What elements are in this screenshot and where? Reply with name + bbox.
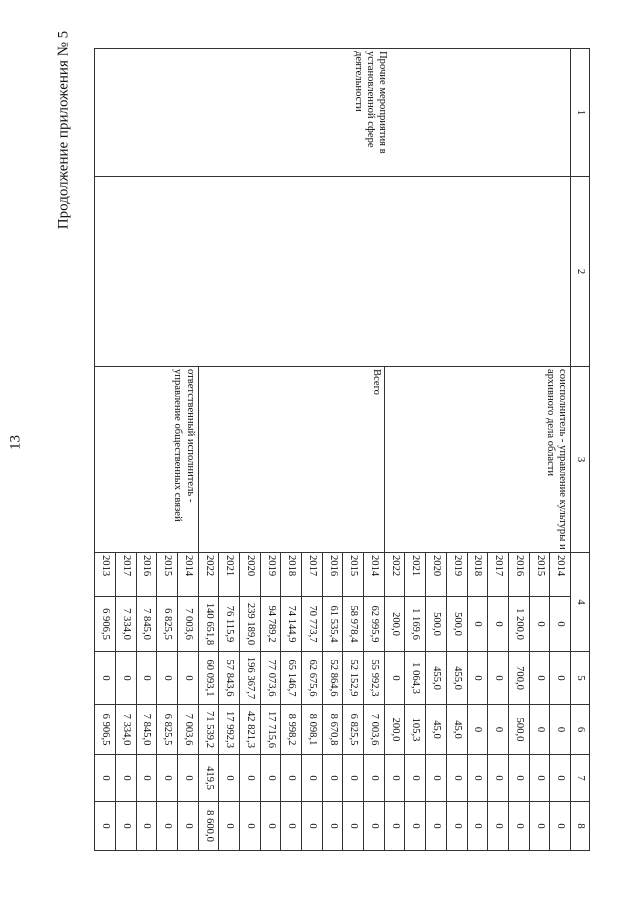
cell-total: 7 003,6: [177, 597, 198, 652]
cell-value: 0: [550, 802, 571, 851]
cell-value: 7 845,0: [136, 705, 157, 755]
cell-value: 65 146,7: [281, 652, 302, 705]
cell-total: 76 115,9: [219, 597, 240, 652]
cell-year: 2016: [508, 553, 529, 597]
cell-value: 8 098,1: [302, 705, 323, 755]
cell-value: 0: [364, 755, 385, 802]
column-number: 7: [571, 755, 590, 802]
cell-value: 0: [529, 705, 550, 755]
column-number: 5: [571, 652, 590, 705]
cell-value: 0: [467, 755, 488, 802]
column-number: 4: [571, 553, 590, 652]
cell-value: 0: [136, 802, 157, 851]
cell-value: 105,3: [405, 705, 426, 755]
cell-value: 0: [219, 755, 240, 802]
cell-year: 2022: [198, 553, 219, 597]
cell-executor: Всего: [198, 367, 384, 553]
cell-year: 2017: [115, 553, 136, 597]
cell-value: 0: [550, 705, 571, 755]
cell-year: 2016: [136, 553, 157, 597]
cell-total: 94 789,2: [260, 597, 281, 652]
cell-total: 58 978,4: [343, 597, 364, 652]
cell-total: 1 200,0: [508, 597, 529, 652]
cell-value: 0: [219, 802, 240, 851]
cell-value: 0: [281, 755, 302, 802]
cell-year: 2019: [446, 553, 467, 597]
cell-value: 0: [302, 755, 323, 802]
cell-value: 455,0: [426, 652, 447, 705]
cell-value: 0: [550, 652, 571, 705]
cell-value: 0: [384, 802, 405, 851]
cell-value: 8 998,2: [281, 705, 302, 755]
cell-value: 700,0: [508, 652, 529, 705]
cell-value: 0: [95, 652, 116, 705]
cell-value: 196 367,7: [240, 652, 261, 705]
cell-value: 0: [177, 652, 198, 705]
cell-year: 2018: [281, 553, 302, 597]
cell-value: 60 093,1: [198, 652, 219, 705]
cell-value: 0: [281, 802, 302, 851]
cell-total: 74 144,9: [281, 597, 302, 652]
cell-value: 0: [115, 802, 136, 851]
cell-value: 419,5: [198, 755, 219, 802]
cell-year: 2014: [177, 553, 198, 597]
column-number-row: [571, 49, 590, 851]
cell-value: 0: [157, 755, 178, 802]
cell-value: 0: [343, 755, 364, 802]
cell-year: 2015: [343, 553, 364, 597]
cell-value: 45,0: [446, 705, 467, 755]
cell-total: 6 906,5: [95, 597, 116, 652]
cell-value: 200,0: [384, 705, 405, 755]
cell-year: 2016: [322, 553, 343, 597]
budget-table: [94, 48, 590, 851]
page-number: 13: [7, 435, 24, 450]
cell-column-2: [95, 177, 571, 367]
cell-year: 2021: [405, 553, 426, 597]
cell-value: 0: [240, 802, 261, 851]
cell-year: 2018: [467, 553, 488, 597]
cell-total: 140 651,8: [198, 597, 219, 652]
cell-value: 71 539,2: [198, 705, 219, 755]
cell-value: 7 334,0: [115, 705, 136, 755]
cell-value: 62 675,6: [302, 652, 323, 705]
cell-value: 0: [529, 652, 550, 705]
cell-value: 0: [488, 755, 509, 802]
cell-total: 500,0: [426, 597, 447, 652]
cell-year: 2015: [529, 553, 550, 597]
cell-value: 57 843,6: [219, 652, 240, 705]
cell-value: 7 003,6: [177, 705, 198, 755]
cell-value: 0: [508, 755, 529, 802]
appendix-title: [52, 0, 76, 260]
rotated-table-wrapper: [94, 48, 590, 850]
cell-value: 0: [405, 802, 426, 851]
cell-value: 0: [488, 652, 509, 705]
column-number: 8: [571, 802, 590, 851]
cell-year: 2014: [364, 553, 385, 597]
column-number: 6: [571, 705, 590, 755]
cell-year: 2019: [260, 553, 281, 597]
cell-value: 17 992,3: [219, 705, 240, 755]
cell-value: 0: [488, 802, 509, 851]
cell-value: 0: [115, 755, 136, 802]
cell-total: 200,0: [384, 597, 405, 652]
cell-value: 0: [95, 755, 116, 802]
cell-value: 0: [136, 755, 157, 802]
cell-value: 0: [446, 755, 467, 802]
cell-value: 0: [467, 652, 488, 705]
cell-year: 2017: [302, 553, 323, 597]
cell-value: 0: [446, 802, 467, 851]
cell-value: 0: [550, 755, 571, 802]
cell-value: 6 825,5: [157, 705, 178, 755]
cell-value: 8 670,8: [322, 705, 343, 755]
cell-total: 500,0: [446, 597, 467, 652]
cell-total: 7 334,0: [115, 597, 136, 652]
table-body: [95, 49, 571, 851]
cell-value: 0: [136, 652, 157, 705]
cell-total: 61 535,4: [322, 597, 343, 652]
cell-value: 52 864,6: [322, 652, 343, 705]
cell-value: 0: [115, 652, 136, 705]
cell-value: 0: [384, 755, 405, 802]
cell-value: 6 906,5: [95, 705, 116, 755]
cell-value: 500,0: [508, 705, 529, 755]
cell-executor: соисполнитель - управление культуры и архивного дела области: [384, 367, 570, 553]
cell-value: 0: [157, 802, 178, 851]
cell-value: 0: [467, 705, 488, 755]
cell-value: 0: [405, 755, 426, 802]
cell-value: 0: [529, 802, 550, 851]
cell-value: 52 152,9: [343, 652, 364, 705]
cell-year: 2017: [488, 553, 509, 597]
cell-value: 0: [467, 802, 488, 851]
cell-value: 0: [426, 755, 447, 802]
cell-value: 0: [322, 755, 343, 802]
cell-value: 0: [157, 652, 178, 705]
cell-value: 1 064,3: [405, 652, 426, 705]
cell-value: 0: [95, 802, 116, 851]
cell-value: 0: [426, 802, 447, 851]
cell-value: 0: [260, 802, 281, 851]
cell-year: 2015: [157, 553, 178, 597]
cell-value: 45,0: [426, 705, 447, 755]
cell-total: 7 845,0: [136, 597, 157, 652]
cell-value: 77 073,6: [260, 652, 281, 705]
column-number: 3: [571, 367, 590, 553]
cell-value: 8 600,0: [198, 802, 219, 851]
cell-value: 0: [384, 652, 405, 705]
cell-value: 0: [240, 755, 261, 802]
cell-value: 42 821,3: [240, 705, 261, 755]
cell-value: 55 992,3: [364, 652, 385, 705]
column-number: 2: [571, 177, 590, 367]
cell-value: 0: [177, 755, 198, 802]
cell-value: 6 825,5: [343, 705, 364, 755]
cell-value: 455,0: [446, 652, 467, 705]
table-row: [550, 49, 571, 851]
cell-value: 0: [343, 802, 364, 851]
cell-value: 0: [322, 802, 343, 851]
appendix-title-text: Продолжение приложения № 5: [55, 30, 72, 230]
cell-total: 1 169,6: [405, 597, 426, 652]
cell-value: 0: [529, 755, 550, 802]
cell-value: 0: [508, 802, 529, 851]
cell-year: 2022: [384, 553, 405, 597]
cell-year: 2021: [219, 553, 240, 597]
cell-value: 7 003,6: [364, 705, 385, 755]
cell-year: 2013: [95, 553, 116, 597]
cell-total: 239 189,0: [240, 597, 261, 652]
cell-year: 2014: [550, 553, 571, 597]
cell-year: 2020: [240, 553, 261, 597]
cell-value: 0: [260, 755, 281, 802]
cell-total: 0: [529, 597, 550, 652]
cell-total: 0: [467, 597, 488, 652]
cell-value: 0: [177, 802, 198, 851]
cell-value: 17 715,6: [260, 705, 281, 755]
cell-value: 0: [488, 705, 509, 755]
cell-total: 0: [488, 597, 509, 652]
cell-executor: ответственный исполнитель - управление общественных связей: [95, 367, 199, 553]
cell-year: 2020: [426, 553, 447, 597]
cell-value: 0: [302, 802, 323, 851]
column-number: 1: [571, 49, 590, 177]
cell-total: 6 825,5: [157, 597, 178, 652]
cell-value: 0: [364, 802, 385, 851]
cell-total: 70 773,7: [302, 597, 323, 652]
cell-total: 62 995,9: [364, 597, 385, 652]
cell-activity-name: Прочие мероприятия в установленной сфере деятельности: [95, 49, 571, 177]
cell-total: 0: [550, 597, 571, 652]
